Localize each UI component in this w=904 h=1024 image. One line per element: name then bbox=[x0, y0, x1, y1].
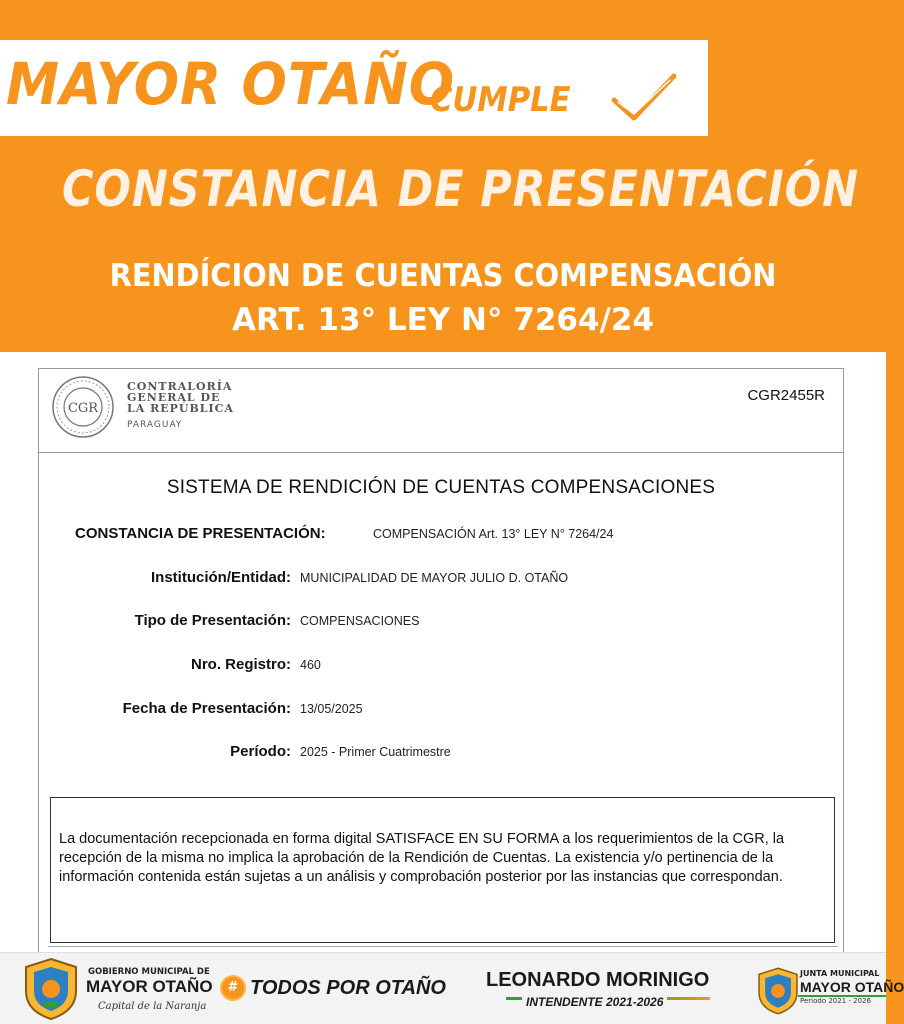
hashtag-icon bbox=[220, 975, 246, 1001]
issuer-line-1: CONTRALORÍA bbox=[127, 380, 233, 393]
field-fecha bbox=[39, 700, 843, 720]
field-registro bbox=[39, 656, 843, 676]
field-value: COMPENSACIÓN Art. 13° LEY N° 7264/24 bbox=[373, 527, 614, 541]
field-value: MUNICIPALIDAD DE MAYOR JULIO D. OTAÑO bbox=[300, 571, 569, 585]
issuer-line-2: GENERAL DE bbox=[127, 391, 221, 404]
field-constancia bbox=[39, 525, 843, 545]
leader-name: LEONARDO MORINIGO bbox=[486, 969, 710, 991]
brand-name: MAYOR OTAÑO bbox=[6, 50, 456, 118]
gob-label-big: MAYOR OTAÑO bbox=[86, 977, 213, 996]
junta-period: Periodo 2021 - 2026 bbox=[800, 997, 871, 1005]
gob-slogan: Capital de la Naranja bbox=[98, 1001, 207, 1012]
gob-label-small: GOBIERNO MUNICIPAL DE bbox=[88, 967, 210, 977]
junta-label-small: JUNTA MUNICIPAL bbox=[800, 969, 880, 978]
subtitle-line-2: ART. 13° LEY N° 7264/24 bbox=[231, 302, 655, 338]
certificate-document bbox=[0, 352, 886, 952]
field-label: Fecha de Presentación: bbox=[122, 700, 291, 717]
brand-suffix: CUMPLE bbox=[430, 80, 571, 120]
checkmark-icon bbox=[608, 70, 680, 126]
field-label: Período: bbox=[230, 743, 291, 760]
notice-text: La documentación recepcionada en forma digital SATISFACE EN SU FORMA a los requerimientos de la CGR, la recepción de la misma no implica la aprobación de la Rendición de Cuentas. La existencia y/o pertinencia de la información contenida están sujetas a un análisis y comprobación posterior por las instancias que correspondan. bbox=[59, 831, 785, 885]
certificate-frame bbox=[38, 368, 844, 958]
divider bbox=[48, 946, 838, 947]
municipal-shield-icon bbox=[22, 957, 80, 1021]
seal-text: CGR bbox=[67, 401, 99, 416]
field-label: Nro. Registro: bbox=[190, 656, 291, 673]
field-value: 13/05/2025 bbox=[300, 702, 363, 716]
field-label: Tipo de Presentación: bbox=[134, 612, 291, 629]
field-value: 460 bbox=[300, 658, 321, 672]
certificate-header bbox=[39, 369, 843, 453]
junta-shield-icon bbox=[756, 965, 800, 1017]
field-institucion bbox=[39, 569, 843, 589]
junta-label-big: MAYOR OTAÑO bbox=[800, 979, 904, 995]
field-value: COMPENSACIONES bbox=[300, 614, 420, 628]
field-label: Institución/Entidad: bbox=[151, 569, 291, 586]
issuer-line-3: LA REPÚBLICA bbox=[127, 402, 234, 415]
issuer-country: PARAGUAY bbox=[127, 420, 183, 430]
system-title: SISTEMA DE RENDICIÓN DE CUENTAS COMPENSACIONES bbox=[166, 477, 716, 498]
page-title: CONSTANCIA DE PRESENTACIÓN bbox=[62, 160, 859, 218]
field-periodo bbox=[39, 743, 843, 763]
brand-banner bbox=[0, 40, 708, 136]
cgr-seal-icon bbox=[51, 375, 115, 439]
document-code: CGR2455R bbox=[747, 387, 825, 404]
hashtag-symbol: # bbox=[227, 980, 239, 995]
campaign-slogan: TODOS POR OTAÑO bbox=[250, 977, 446, 999]
subtitle-line-1: RENDÍCION DE CUENTAS COMPENSACIÓN bbox=[109, 258, 777, 294]
leader-role: INTENDENTE 2021-2026 bbox=[522, 995, 667, 1009]
issuer-block bbox=[127, 381, 234, 431]
footer-logos bbox=[0, 952, 904, 1024]
field-value: 2025 - Primer Cuatrimestre bbox=[300, 745, 451, 759]
field-label: CONSTANCIA DE PRESENTACIÓN: bbox=[75, 525, 326, 542]
field-tipo bbox=[39, 612, 843, 632]
notice-box bbox=[50, 797, 835, 943]
